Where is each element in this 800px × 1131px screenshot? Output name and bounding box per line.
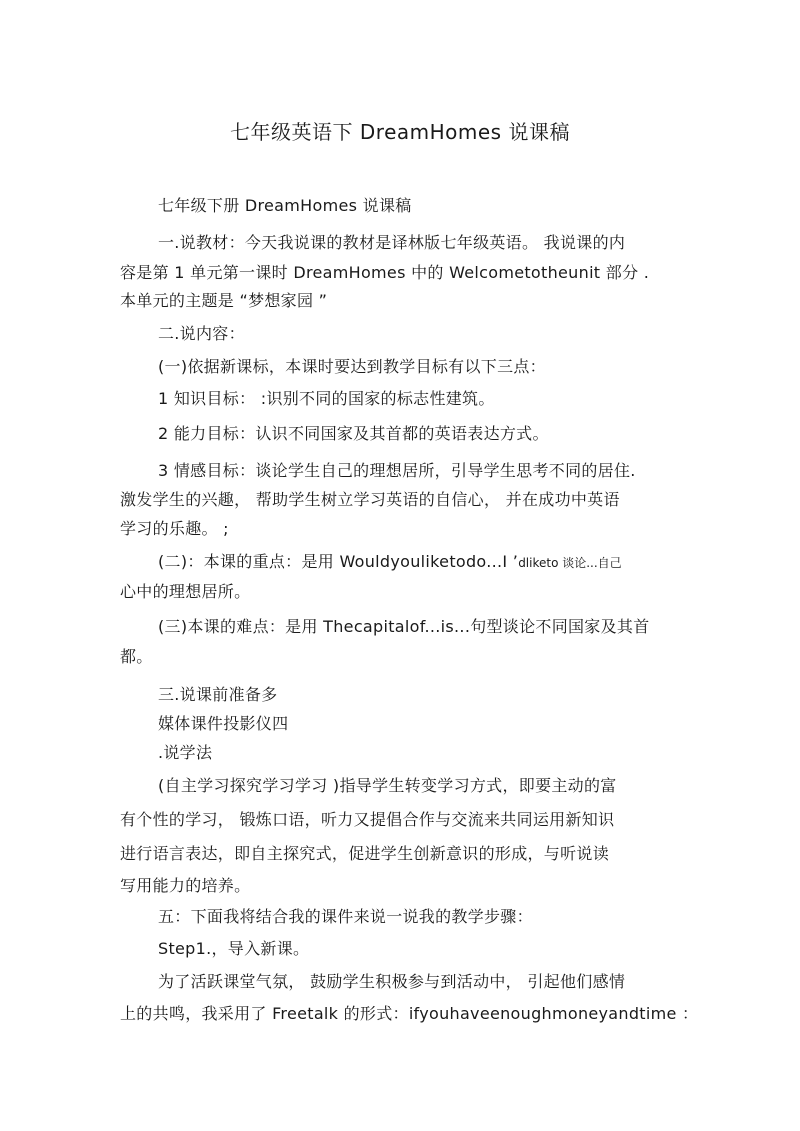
paragraph-line-tail: dliketo 谈论...自己 (518, 556, 622, 570)
paragraph-line: 为了活跃课堂气氛， 鼓励学生积极参与到活动中， 引起他们感情 (158, 972, 626, 991)
section-heading: 五：下面我将结合我的课件来说一说我的教学步骤： (158, 907, 533, 926)
document-title: 七年级英语下 DreamHomes 说课稿 (230, 120, 570, 144)
paragraph-line: 都。 (120, 647, 153, 666)
paragraph-line: 进行语言表达，即自主探究式，促进学生创新意识的形成，与听说读 (120, 844, 610, 863)
section-heading: 三.说课前准备多 (158, 685, 278, 704)
paragraph-line (158, 551, 622, 574)
paragraph-line: 媒体课件投影仪四 (158, 714, 289, 733)
subtitle-line: 七年级下册 DreamHomes 说课稿 (158, 196, 412, 215)
section-heading: .说学法 (158, 743, 213, 762)
paragraph-line: 3 情感目标：谈论学生自己的理想居所，引导学生思考不同的居住. (158, 461, 636, 480)
section-heading: 二.说内容： (158, 324, 245, 343)
paragraph-line: 2 能力目标：认识不同国家及其首都的英语表达方式。 (158, 424, 549, 443)
paragraph-line: (一)依据新课标，本课时要达到教学目标有以下三点： (158, 357, 546, 376)
paragraph-line: 上的共鸣，我采用了 Freetalk 的形式：ifyouhaveenoughmoneyandtime ： (120, 1004, 699, 1023)
paragraph-line: 一.说教材：今天我说课的教材是译林版七年级英语。 我说课的内 (158, 233, 626, 252)
paragraph-line: (自主学习探究学习学习 )指导学生转变学习方式，即要主动的富 (158, 776, 617, 795)
paragraph-line: 本单元的主题是 “梦想家园 ” (120, 291, 328, 310)
paragraph-line: 1 知识目标： :识别不同的国家的标志性建筑。 (158, 389, 495, 408)
paragraph-line: 有个性的学习， 锻炼口语，听力又提倡合作与交流来共同运用新知识 (120, 810, 615, 829)
paragraph-line-main: (二)：本课的重点：是用 Wouldyouliketodo...I ’ (158, 552, 519, 571)
paragraph-line: (三)本课的难点：是用 Thecapitalof...is...句型谈论不同国家及其首 (158, 617, 650, 636)
paragraph-line: 写用能力的培养。 (120, 876, 251, 895)
paragraph-line: 心中的理想居所。 (120, 582, 251, 601)
paragraph-line: 激发学生的兴趣， 帮助学生树立学习英语的自信心， 并在成功中英语 (120, 490, 620, 509)
paragraph-line: 容是第 1 单元第一课时 DreamHomes 中的 Welcometotheunit 部分 . (120, 263, 650, 282)
paragraph-line: 学习的乐趣。 ; (120, 519, 229, 538)
paragraph-line: Step1.，导入新课。 (158, 939, 310, 958)
